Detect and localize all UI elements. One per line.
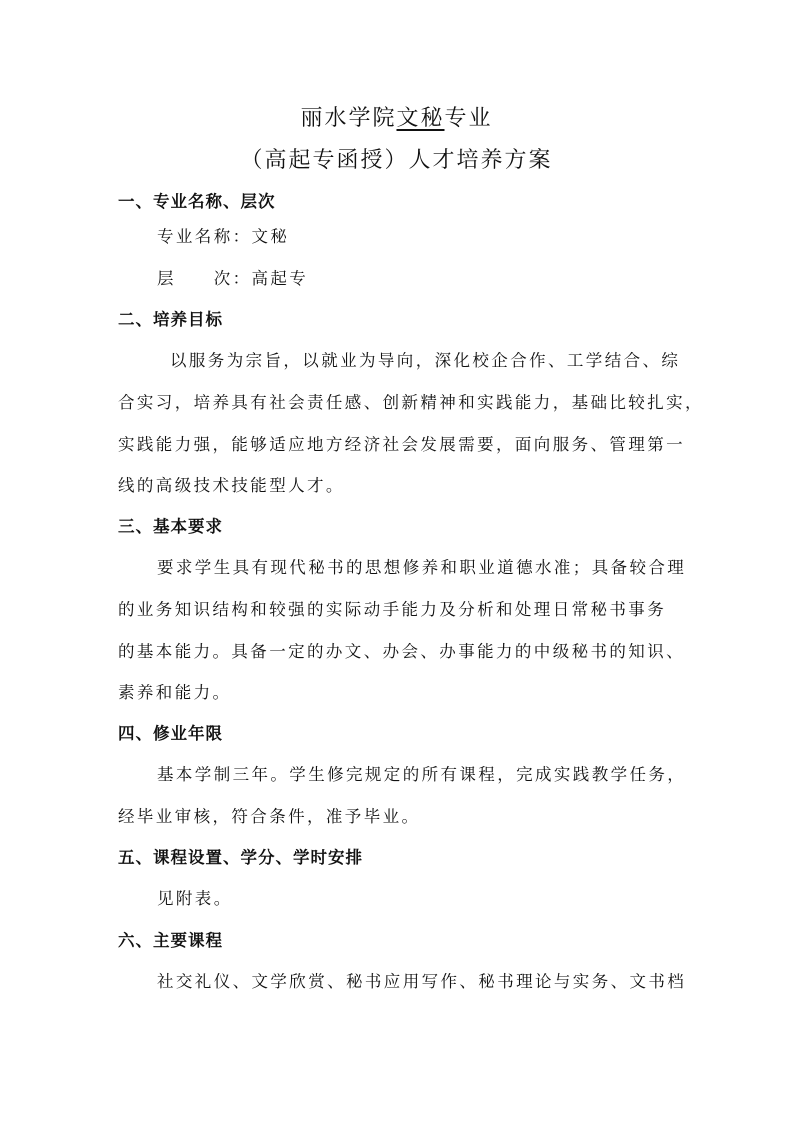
level-line: 层 次：高起专 (157, 269, 309, 288)
document-title-line-1 (0, 104, 793, 134)
section-heading-2: 二、培养目标 (118, 310, 223, 329)
paragraph-line: 线的高级技术技能型人才。 (118, 476, 345, 495)
paragraph-line: 基本学制三年。学生修完规定的所有课程，完成实践教学任务， (157, 765, 687, 784)
title-school: 丽水学院 (300, 106, 397, 131)
paragraph-line: 的基本能力。具备一定的办文、办会、办事能力的中级秘书的知识、 (118, 642, 685, 661)
paragraph-line: 合实习，培养具有社会责任感、创新精神和实践能力，基础比较扎实， (118, 393, 704, 412)
paragraph-line: 见附表。 (157, 889, 233, 908)
paragraph-line: 要求学生具有现代秘书的思想修养和职业道德水准；具备较合理 (157, 558, 687, 577)
paragraph-line: 实践能力强，能够适应地方经济社会发展需要，面向服务、管理第一 (118, 435, 685, 454)
section-heading-6: 六、主要课程 (118, 931, 223, 950)
document-title-line-2: （高起专函授）人才培养方案 (240, 148, 553, 173)
paragraph-line: 以服务为宗旨，以就业为导向，深化校企合作、工学结合、综 (170, 351, 681, 370)
paragraph-line: 的业务知识结构和较强的实际动手能力及分析和处理日常秘书事务 (118, 600, 667, 619)
title-major-underlined: 文秘 (396, 106, 445, 131)
paragraph-line: 经毕业审核，符合条件，准予毕业。 (118, 807, 421, 826)
major-name-line: 专业名称：文秘 (157, 227, 290, 246)
paragraph-line: 素养和能力。 (118, 683, 232, 702)
section-heading-3: 三、基本要求 (118, 517, 223, 536)
section-heading-4: 四、修业年限 (118, 724, 223, 743)
paragraph-line: 社交礼仪、文学欣赏、秘书应用写作、秘书理论与实务、文书档 (157, 972, 687, 991)
title-suffix: 专业 (444, 106, 493, 131)
section-heading-5: 五、课程设置、学分、学时安排 (118, 848, 363, 867)
section-heading-1: 一、专业名称、层次 (118, 192, 276, 211)
